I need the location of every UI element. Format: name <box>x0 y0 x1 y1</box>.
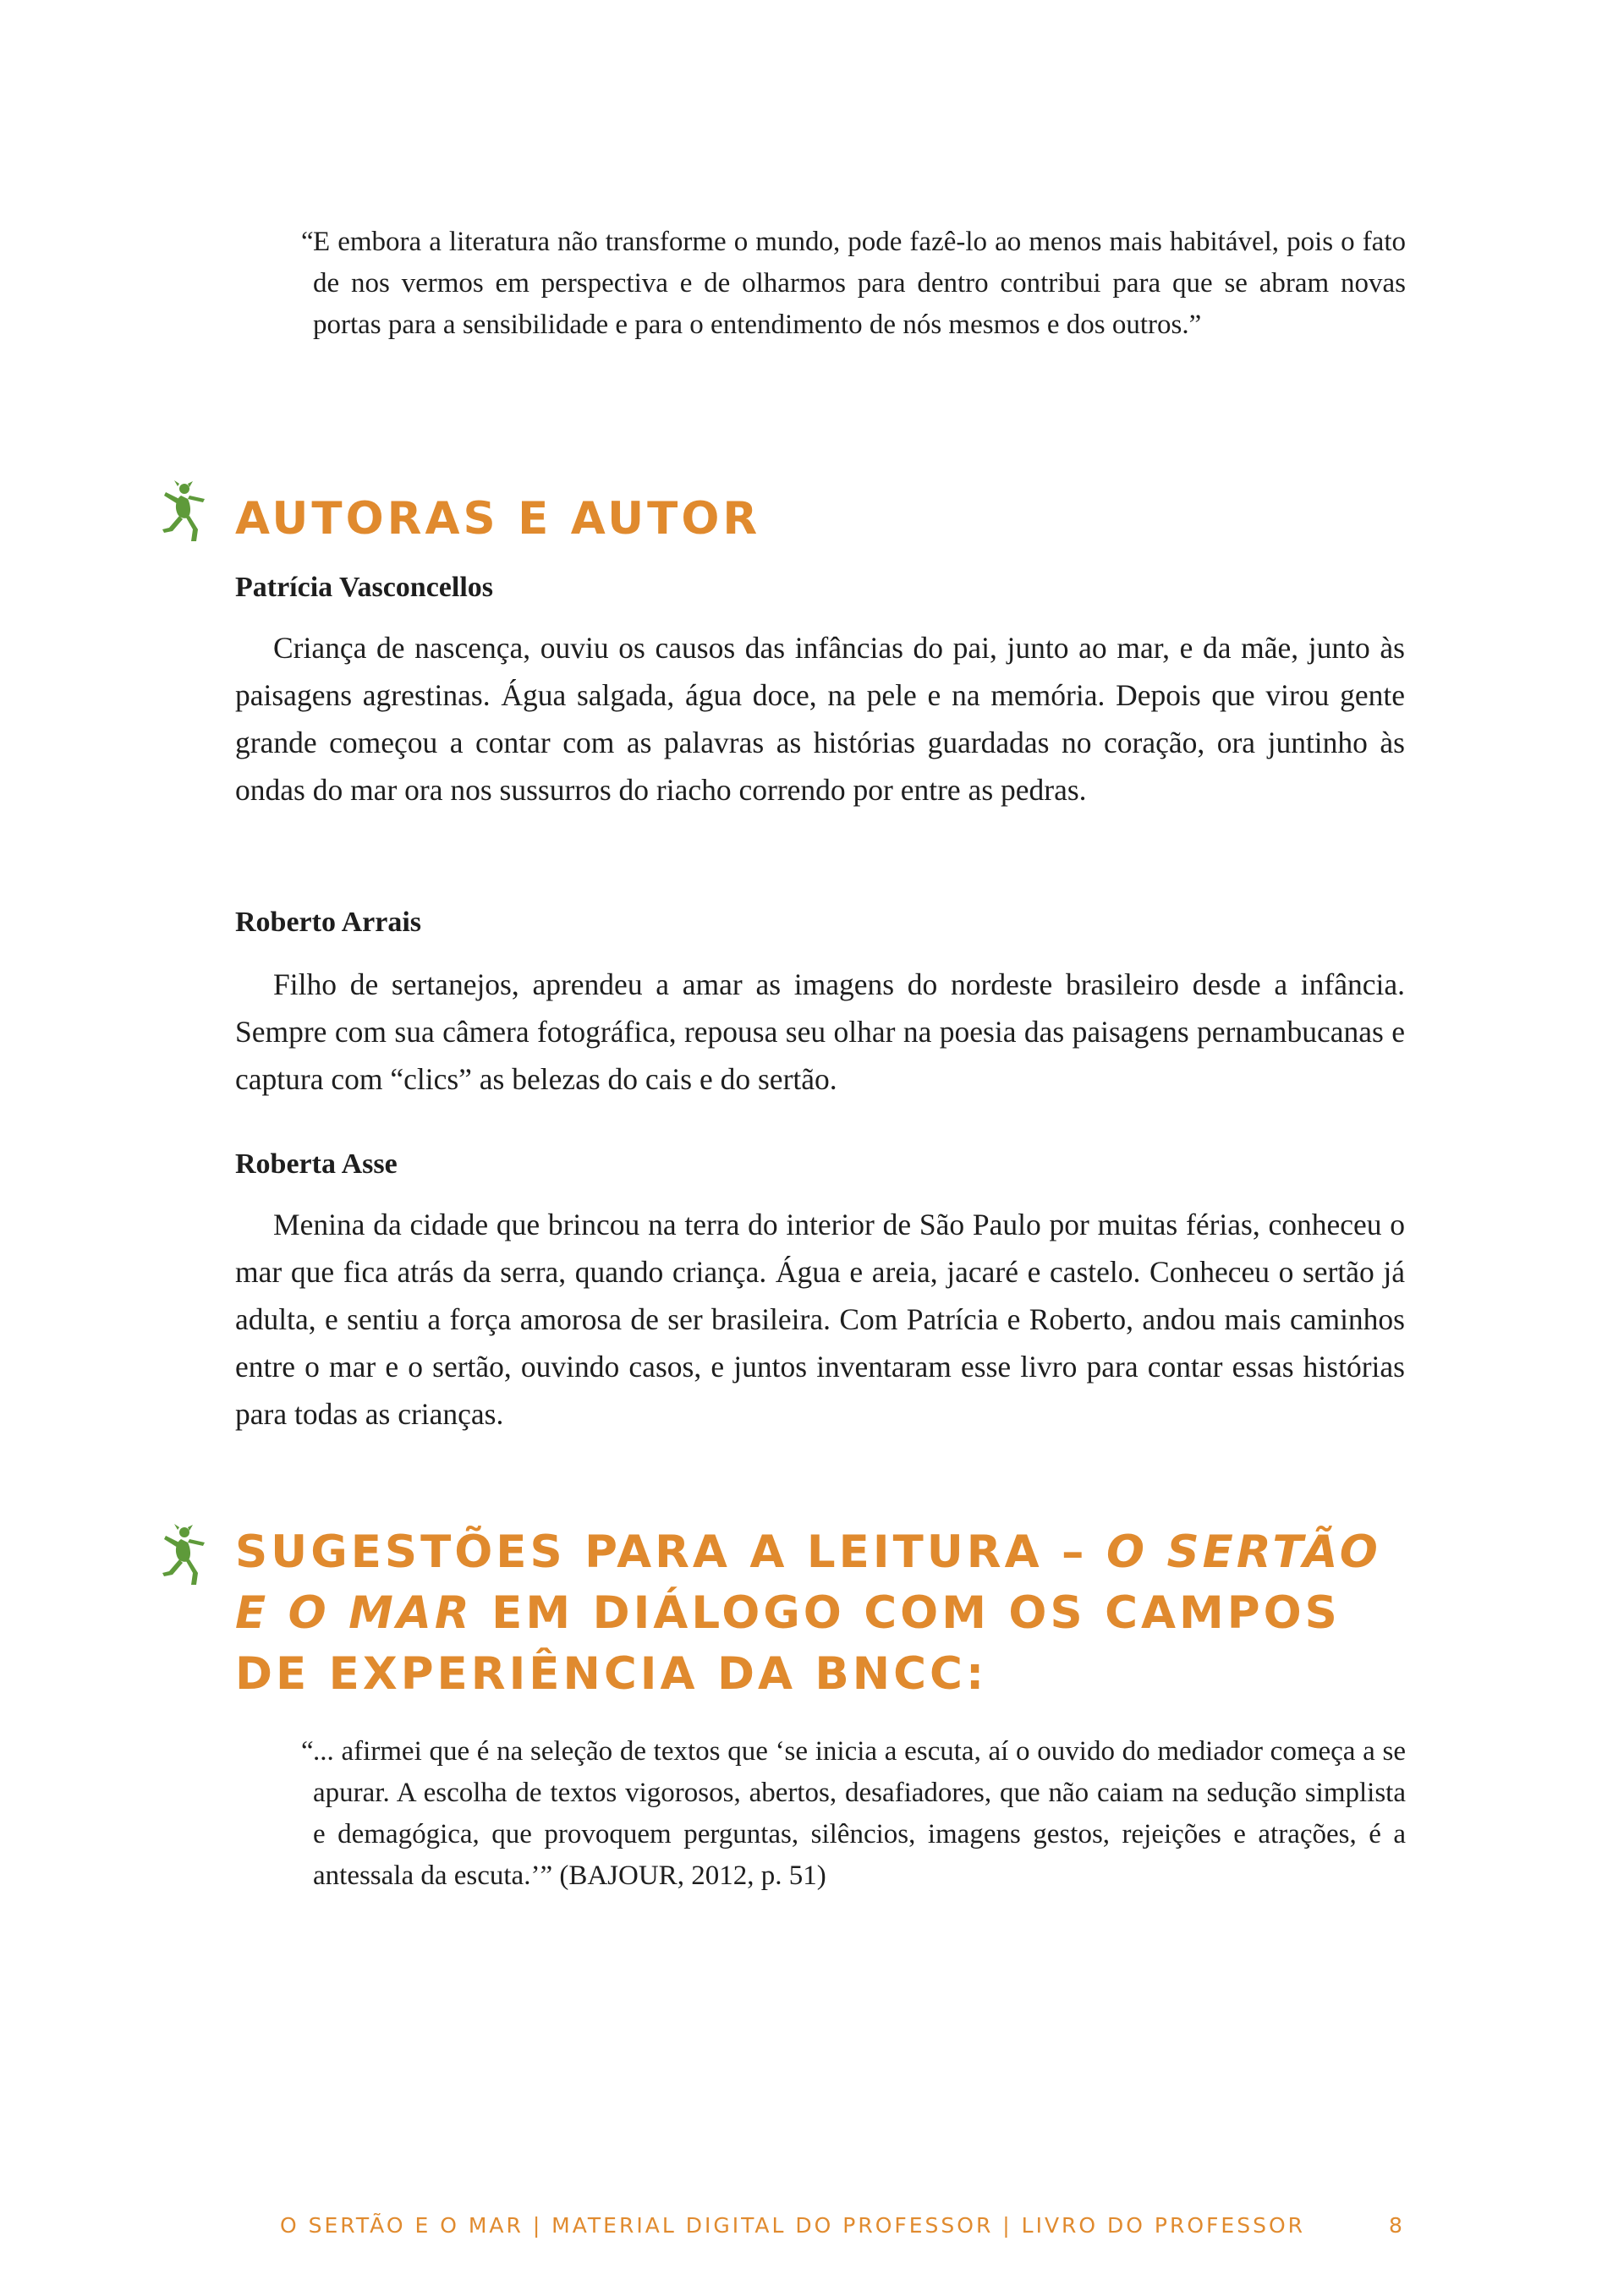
heading-suggestions-book-title: O SERTÃO E O MAR <box>235 1526 1381 1639</box>
section-heading-authors: AUTORAS E AUTOR <box>235 493 761 545</box>
citation-quote-text: ... afirmei que é na seleção de textos que ‘se inicia a escuta, aí o ouvido do mediador começa a se apurar. A escolha de textos vigorosos, abertos, desafiadores, que não caiam na sedução simplista e demagógica, que provoquem perguntas, silêncios, imagens gestos, rejeições e atrações, é a antessala da escuta.’” (BAJOUR, 2012, p. 51) <box>313 1736 1406 1891</box>
heading-suggestions-part1: SUGESTÕES PARA A LEITURA – <box>235 1526 1106 1578</box>
citation-quote <box>301 1731 1406 1897</box>
author-bio-roberto: Filho de sertanejos, aprendeu a amar as imagens do nordeste brasileiro desde a infância. Sempre com sua câmera fotográfica, repousa seu olhar na poesia das paisagens pernambucanas e captura com “clics” as belezas do cais e do sertão. <box>235 967 1405 1096</box>
author-name-roberta: Roberta Asse <box>235 1148 398 1180</box>
author-bio-patricia: Criança de nascença, ouviu os causos das infâncias do pai, junto ao mar, e da mãe, junto às paisagens agrestinas. Água salgada, água doce, na pele e na memória. Depois que virou gente grande começou a contar com as palavras as histórias guardadas no coração, ora juntinho às ondas do mar ora nos sussurros do riacho correndo por entre as pedras. <box>235 631 1405 807</box>
dancing-figure-icon <box>159 480 213 545</box>
heading-suggestions-part2: EM DIÁLOGO COM OS CAMPOS DE EXPERIÊNCIA DA BNCC: <box>235 1587 1341 1700</box>
dancing-figure-icon <box>159 1524 213 1588</box>
quote-open-mark: “ <box>301 227 314 257</box>
section-heading-suggestions <box>235 1522 1419 1705</box>
author-bio-roberta: Menina da cidade que brincou na terra do interior de São Paulo por muitas férias, conheceu o mar que fica atrás da serra, quando criança. Água e areia, jacaré e castelo. Conheceu o sertão já adulta, e sentiu a força amorosa de ser brasileira. Com Patrícia e Roberto, andou mais caminhos entre o mar e o sertão, ouvindo casos, e juntos inventaram esse livro para contar essas histórias para todas as crianças. <box>235 1208 1405 1431</box>
author-name-patricia: Patrícia Vasconcellos <box>235 572 494 603</box>
author-name-roberto: Roberto Arrais <box>235 907 422 938</box>
epigraph-quote-text: E embora a literatura não transforme o mundo, pode fazê-lo ao menos mais habitável, pois o fato de nos vermos em perspectiva e de olharmos para dentro contribui para que se abram novas portas para a sensibilidade e para o entendimento de nós mesmos e dos outros.” <box>313 227 1406 340</box>
footer-title: O SERTÃO E O MAR | MATERIAL DIGITAL DO PROFESSOR | LIVRO DO PROFESSOR <box>280 2213 1306 2238</box>
quote-open-mark: “ <box>301 1736 314 1767</box>
epigraph-quote <box>301 222 1406 346</box>
page-number: 8 <box>1389 2213 1405 2238</box>
